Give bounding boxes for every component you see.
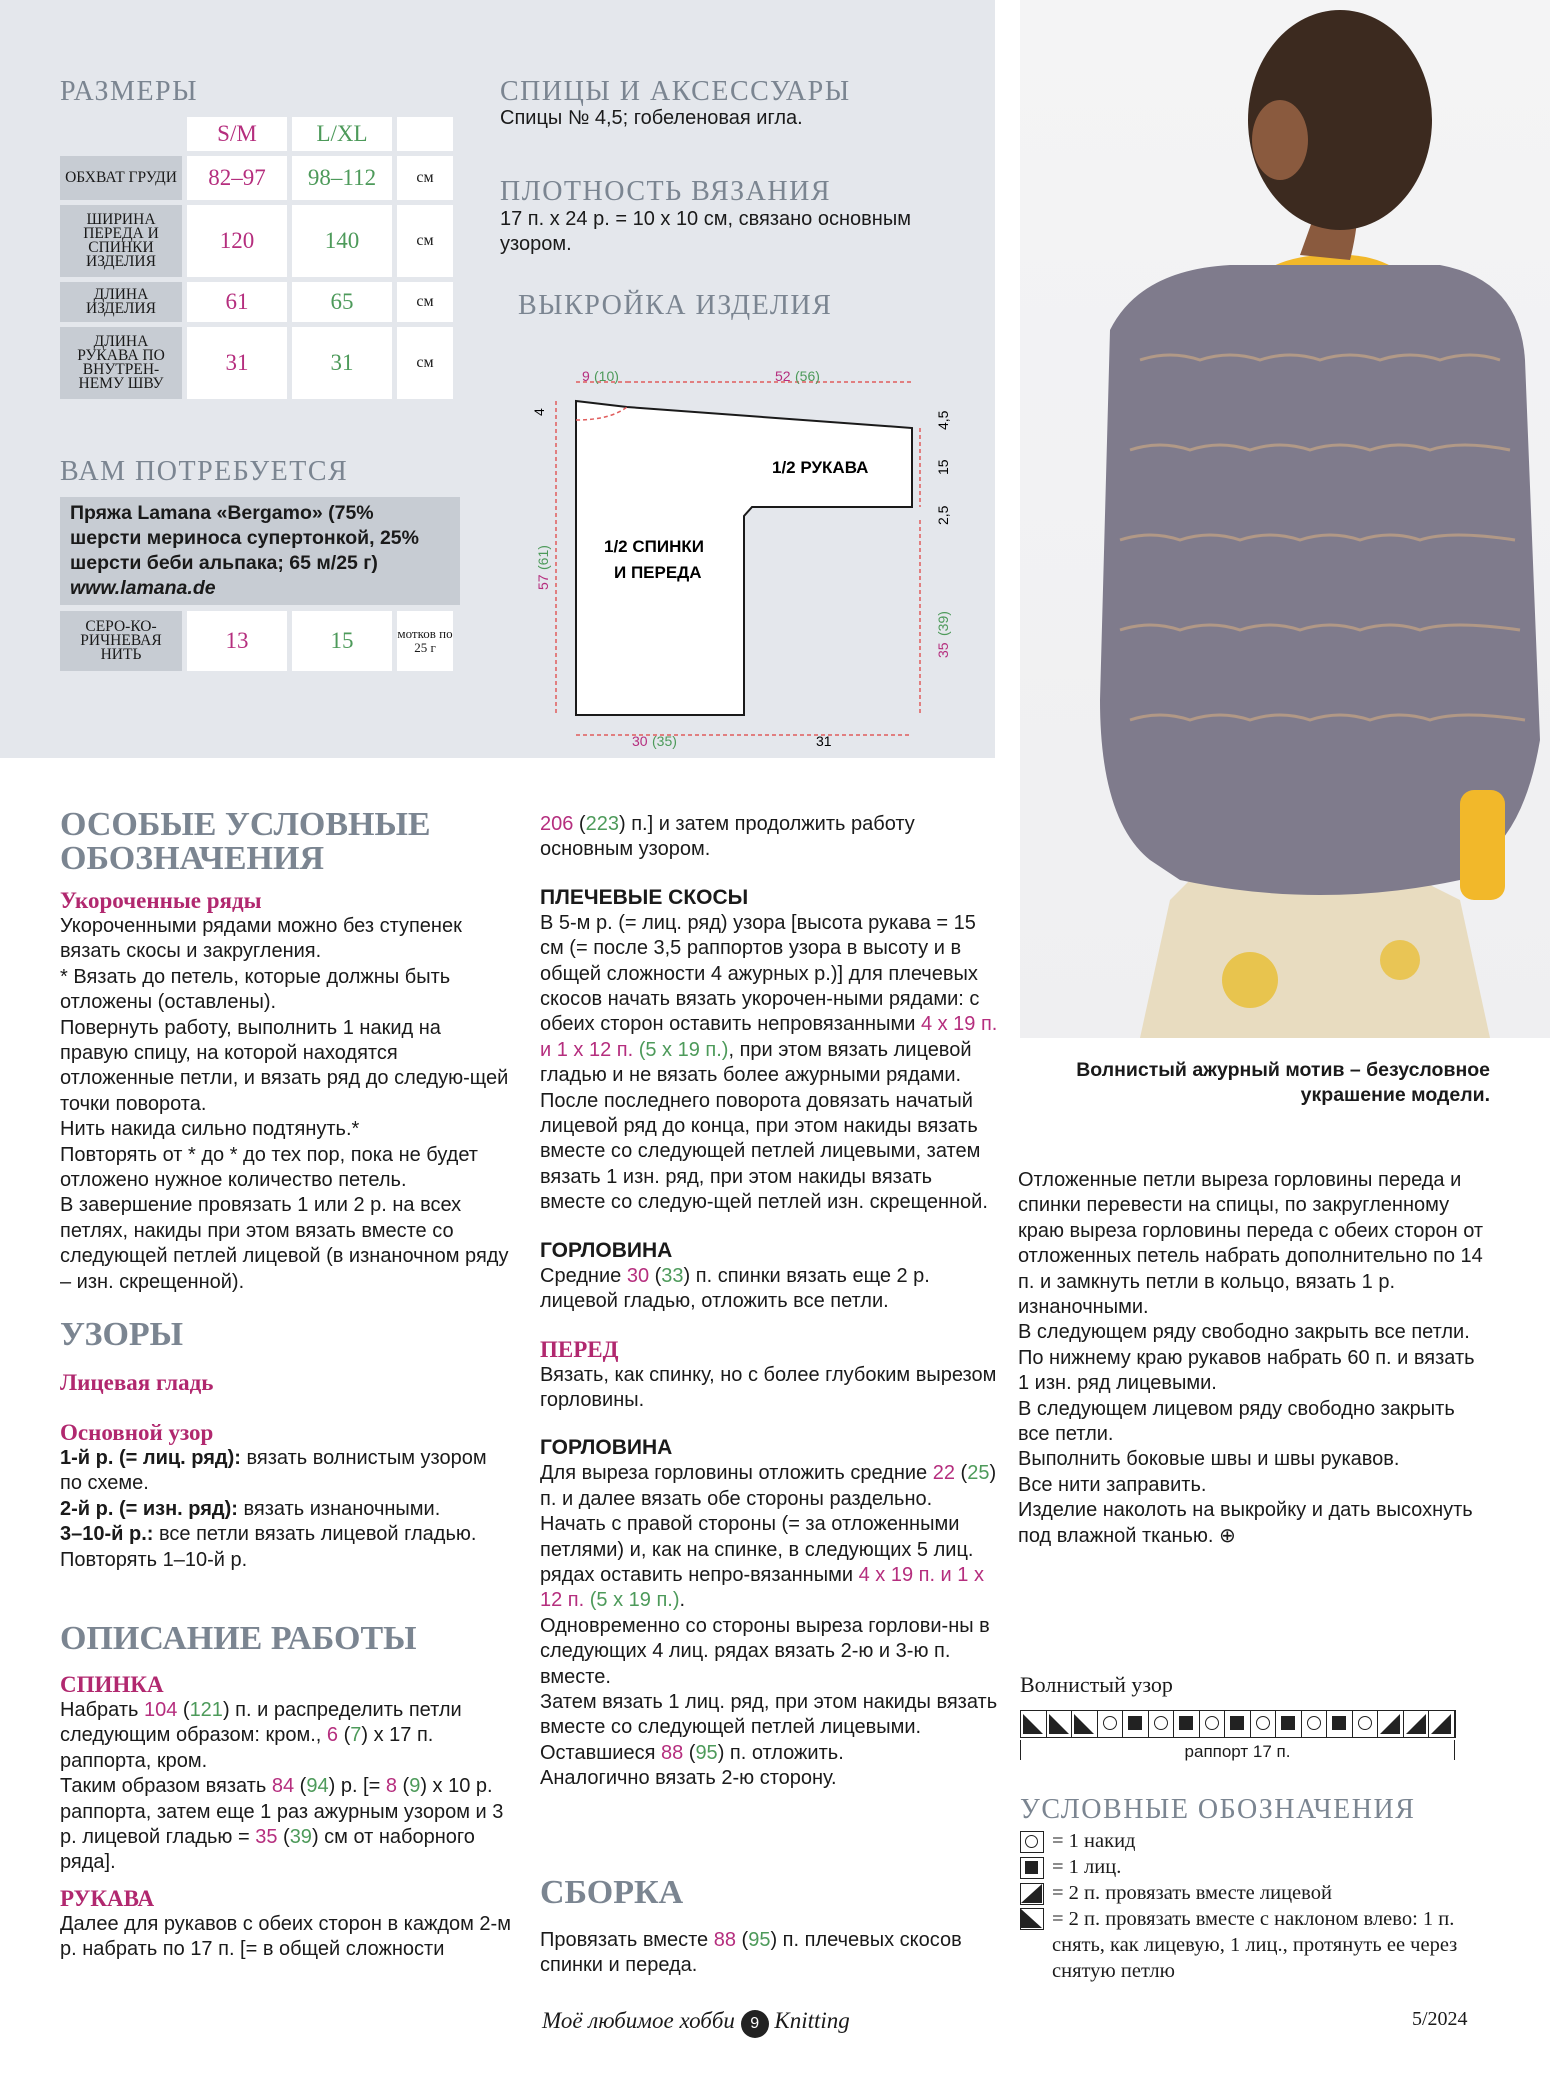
para: Повторять от * до * до тех пор, пока не будет отложено нужное количество петель.: [60, 1143, 478, 1192]
cell-lxl: 15: [292, 611, 392, 671]
chart-cell-yo: [1200, 1711, 1226, 1737]
garment-schematic: [520, 360, 980, 760]
chart-cell-k: [1123, 1711, 1149, 1737]
chart-cell-yo: [1149, 1711, 1175, 1737]
chart-cell-dec-left: [1072, 1711, 1098, 1737]
cell-sm: 13: [187, 611, 287, 671]
col-sm: S/M: [187, 117, 287, 151]
dim-left-small: 4: [531, 408, 547, 416]
repeat-label: раппорт 17 п.: [1184, 1742, 1291, 1761]
cell-unit: см: [397, 327, 453, 399]
chart-cell-yo: [1353, 1711, 1379, 1737]
row2-label: 2-й р. (= изн. ряд):: [60, 1497, 238, 1520]
dim-r4b: (39): [935, 611, 951, 636]
legend-item: = 1 лиц.: [1052, 1856, 1122, 1878]
row2-text: вязать изнаночными.: [237, 1497, 441, 1520]
neck2-heading: ГОРЛОВИНА: [540, 1436, 673, 1460]
assembly-text: Провязать вместе 88 (95) п. плечевых скосов спинки и переда.: [540, 1929, 962, 1977]
legend-item: = 2 п. провязать вместе с наклоном влево: 1 п. снять, как лицевую, 1 лиц., протянуть ее через снятую петлю: [1052, 1908, 1458, 1982]
gauge-heading: ПЛОТНОСТЬ ВЯЗАНИЯ: [500, 176, 831, 207]
needles-text: Спицы № 4,5; гобеленовая игла.: [500, 107, 803, 129]
dim-bot-a2: (35): [652, 733, 677, 749]
dim-r1: 4,5: [935, 410, 951, 430]
row-label: ОБХВАТ ГРУДИ: [60, 156, 182, 200]
yarn-text: Пряжа Lamana «Bergamo» (75% шерсти мериноса супертонкой, 25% шерсти беби альпака; 65 м/25 г): [70, 502, 419, 574]
chart-cell-dec-left: [1021, 1711, 1047, 1737]
legend-heading: УСЛОВНЫЕ ОБОЗНАЧЕНИЯ: [1020, 1794, 1416, 1825]
row1-label: 1-й р. (= лиц. ряд):: [60, 1447, 241, 1469]
dim-r3: 2,5: [935, 505, 951, 525]
dim-top-b2: (56): [795, 368, 820, 384]
footer-mag-title: Моё любимое хобби: [542, 2008, 735, 2033]
dim-top-a2: (10): [594, 368, 619, 384]
legend-item: = 2 п. провязать вместе лицевой: [1052, 1882, 1332, 1904]
dim-bot-b: 31: [816, 733, 832, 749]
needles-heading: СПИЦЫ И АКСЕССУАРЫ: [500, 76, 851, 107]
end-mark-icon: ⊕: [1219, 1524, 1236, 1547]
column-3: Отложенные петли выреза горловины переда и спинки перевести на спицы, по закругленному краю выреза горловины переда с обеих сторон от отложенных петель набрать дополнительно по 14 п. и замкнуть петли в кольцо, вязать 1 р. изнаночными. В следующем ряду свободно закрыть все петли. По нижнему краю рукавов набрать 60 п. и вязать 1 изн. ряд лицевыми. В следующем лицевом ряду свободно закрыть все петли. Выполнить боковые швы и швы рукавов. Все нити заправить. Изделие наколоть на выкройку и дать высохнуть под влажной тканью. ⊕: [1018, 1169, 1484, 1547]
model-illustration: [1020, 0, 1550, 1038]
row3-label: 3–10-й р.:: [60, 1523, 154, 1546]
col-lxl: L/XL: [292, 117, 392, 151]
gauge-text: 17 п. х 24 р. = 10 х 10 см, связано основным узором.: [500, 208, 911, 256]
cell-unit: см: [397, 205, 453, 277]
patterns-sub2: Основной узор: [60, 1420, 214, 1445]
cell-lxl: 31: [292, 327, 392, 399]
legend: [1020, 1828, 1490, 1984]
cell-sm: 31: [187, 327, 287, 399]
dim-r4: 35: [935, 642, 951, 658]
dim-top-b: 52: [775, 368, 791, 384]
special-heading: ОСОБЫЕ УСЛОВНЫЕ ОБОЗНАЧЕНИЯ: [60, 806, 431, 877]
para: Укороченными рядами можно без ступенек вязать скосы и закругления.: [60, 915, 462, 963]
model-photo: [1020, 0, 1550, 1038]
sleeves-text: Далее для рукавов с обеих сторон в каждом 2-м р. набрать по 17 п. [= в общей сложности: [60, 1912, 511, 1961]
special-text: [60, 888, 510, 1295]
dim-r2: 15: [935, 459, 951, 475]
back-section: СПИНКА Набрать 104 (121) п. и распределить петли следующим образом: кром., 6 (7) х 17 п. раппорта, кром. Таким образом вязать 84 (94) р. [= 8 (9) х 10 р. раппорта, затем еще 1 раз ажурным узором и 3 р. лицевой гладью = 35 (39) см от наборного ряда]. РУКАВА Далее для рукавов с обеих сторон в каждом 2-м р. набрать по 17 п. [= в общей сложности: [60, 1672, 520, 1963]
sleeve-label: 1/2 РУКАВА: [772, 458, 869, 477]
cell-unit: мотков по 25 г: [397, 611, 453, 671]
row-label: ДЛИНА ИЗДЕЛИЯ: [60, 282, 182, 322]
yo-icon: [1020, 1831, 1044, 1853]
column-2: 206 (223) п.] и затем продолжить работу основным узором. ПЛЕЧЕВЫЕ СКОСЫ В 5-м р. (= лиц. ряд) узора [высота рукава = 15 см (= после 3,5 раппортов узора в высоту и в общей сложности 4 ажурных р.)] для плечевых скосов начать вязать укорочен-ными рядами: с обеих сторон оставить непровязанными 4 х 19 п. и 1 х 12 п. (5 х 19 п.), при этом вязать лицевой гладью и не вязать более ажурными рядами. После последнего поворота довязать начатый лицевой ряд до конца, при этом накиды вязать вместе со следующей петлей лицевыми, затем вязать 1 изн. ряд, при этом накиды вязать вместе со следую-щей петлей изн. скрещенной. ГОРЛОВИНА Средние 30 (33) п. спинки вязать еще 2 р. лицевой гладью, отложить все петли. ПЕРЕД Вязать, как спинку, но с более глубоким вырезом горловины. ГОРЛОВИНА Для выреза горловины отложить средние 22 (25) п. и далее вязать обе стороны раздельно. Начать с правой стороны (= за отложенными петлями) и, как на спинке, в следующих 5 лиц. рядах оставить непро-вязанными 4 х 19 п. и 1 х 12 п. (5 х 19 п.). Одновременно со стороны выреза горлови-ны в следующих 4 лиц. рядах вязать 2-ю и 3-ю п. вместе. Затем вязать 1 лиц. ряд, при этом накиды вязать вместе со следующей петлей лицевыми. Оставшиеся 88 (95) п. отложить. Аналогично вязать 2-ю сторону.: [540, 812, 1000, 1792]
footer-brand: Knitting: [774, 2008, 850, 2033]
chart-cell-k: [1276, 1711, 1302, 1737]
dim-left-big2: (61): [535, 545, 551, 570]
special-sub: Укороченные ряды: [60, 888, 262, 913]
legend-item: = 1 накид: [1052, 1830, 1136, 1852]
cell-unit: см: [397, 156, 453, 200]
page-number: 9: [741, 2010, 769, 2038]
cell-lxl: 140: [292, 205, 392, 277]
yarn-color-label: СЕРО-КО-РИЧНЕВАЯ НИТЬ: [60, 611, 182, 671]
pattern-heading: ВЫКРОЙКА ИЗДЕЛИЯ: [518, 290, 833, 321]
sizes-table: [55, 112, 458, 404]
shoulder-heading: ПЛЕЧЕВЫЕ СКОСЫ: [540, 885, 749, 909]
chart-cell-k: [1327, 1711, 1353, 1737]
row-label: ШИРИНА ПЕРЕДА И СПИНКИ ИЗДЕЛИЯ: [60, 205, 182, 277]
chart-cell-yo: [1098, 1711, 1124, 1737]
chart-cell-dec-right: [1429, 1711, 1455, 1737]
row1-text: вязать волнистым узором по схеме.: [60, 1447, 487, 1495]
cell-lxl: 98–112: [292, 156, 392, 200]
chart-cell-dec-right: [1378, 1711, 1404, 1737]
chart-cell-yo: [1251, 1711, 1277, 1737]
repeat-text: Повторять 1–10-й р.: [60, 1548, 248, 1571]
row3-text: все петли вязать лицевой гладью.: [153, 1523, 477, 1546]
cell-sm: 61: [187, 282, 287, 322]
chart-cell-yo: [1302, 1711, 1328, 1737]
dim-bot-a: 30: [632, 733, 648, 749]
stitch-chart: [1020, 1710, 1456, 1738]
cell-sm: 82–97: [187, 156, 287, 200]
yarn-url: www.lamana.de: [70, 577, 216, 599]
cell-sm: 120: [187, 205, 287, 277]
para: Нить накида сильно подтянуть.*: [60, 1118, 360, 1141]
schematic-shape: [576, 401, 912, 715]
footer-issue: 5/2024: [1412, 2008, 1468, 2030]
front-heading: ПЕРЕД: [540, 1336, 619, 1362]
yarn-table: [55, 606, 458, 676]
body-label-2: И ПЕРЕДА: [614, 563, 702, 582]
para: Повернуть работу, выполнить 1 накид на правую спицу, на которой находятся отложенные петли, и вязать ряд до следую-щей точки поворота.: [60, 1016, 509, 1115]
chart-cell-k: [1225, 1711, 1251, 1737]
patterns-heading: УЗОРЫ: [60, 1316, 184, 1353]
needed-heading: ВАМ ПОТРЕБУЕТСЯ: [60, 456, 349, 487]
yarn-box: [60, 497, 460, 605]
dec-right-icon: [1020, 1883, 1044, 1905]
patterns-text: [60, 1370, 510, 1573]
patterns-sub1: Лицевая гладь: [60, 1370, 214, 1395]
chart-title: Волнистый узор: [1020, 1672, 1173, 1697]
knit-icon: [1020, 1857, 1044, 1879]
sizes-heading: РАЗМЕРЫ: [60, 76, 199, 107]
row-label: ДЛИНА РУКАВА ПО ВНУТРЕН-НЕМУ ШВУ: [60, 327, 182, 399]
sleeves-heading: РУКАВА: [60, 1885, 155, 1911]
cell-unit: см: [397, 282, 453, 322]
dim-top-a: 9: [582, 368, 590, 384]
para: В завершение провязать 1 или 2 р. на всех петлях, накиды при этом вязать вместе со следующей петлей лицевой (в изнаночном ряду – изн. скрещенной).: [60, 1194, 509, 1293]
assembly-heading: СБОРКА: [540, 1874, 684, 1911]
dim-left-big: 57: [535, 574, 551, 590]
neck-heading: ГОРЛОВИНА: [540, 1238, 673, 1262]
chart-cell-k: [1174, 1711, 1200, 1737]
dec-left-icon: [1020, 1908, 1044, 1930]
chart-cell-dec-right: [1404, 1711, 1430, 1737]
photo-caption: Волнистый ажурный мотив – безусловное украшение модели.: [1076, 1059, 1490, 1106]
work-heading: ОПИСАНИЕ РАБОТЫ: [60, 1620, 417, 1657]
cell-lxl: 65: [292, 282, 392, 322]
footer-magazine: [542, 2008, 850, 2038]
chart-cell-dec-left: [1047, 1711, 1073, 1737]
body-label-1: 1/2 СПИНКИ: [604, 537, 704, 556]
para: * Вязать до петель, которые должны быть отложены (оставлены).: [60, 965, 451, 1014]
back-heading: СПИНКА: [60, 1672, 164, 1697]
